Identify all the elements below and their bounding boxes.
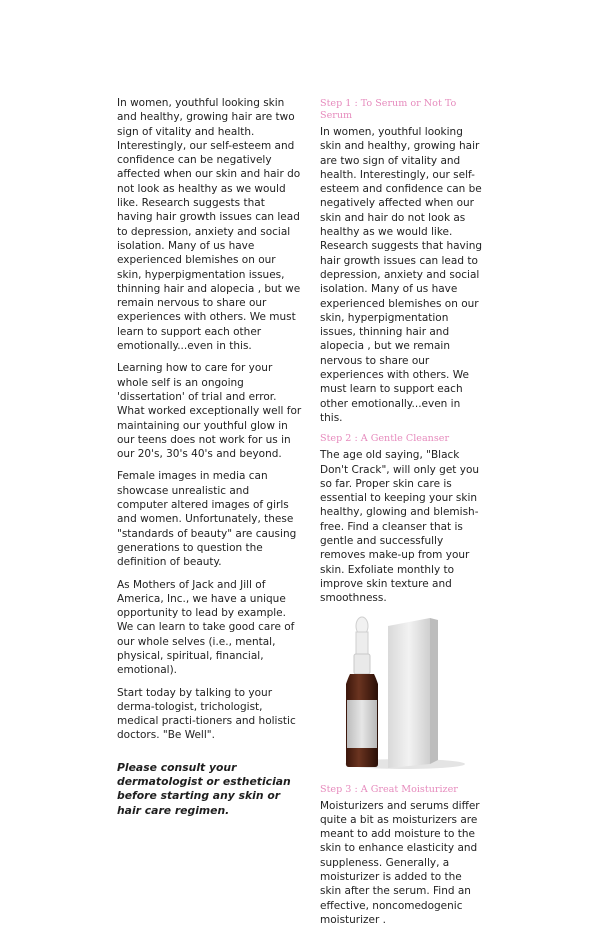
step3-text: Moisturizers and serums differ quite a bit as moisturizers are meant to add moisture to the skin to enhance elasticity and suppleness. Generally, a moisturizer is added to the skin after the serum. Find an effective, noncomedogenic moisturizer . <box>320 799 480 926</box>
step1-text: In women, youthful looking skin and healthy, growing hair are two sign of vitality and health. Interestingly, our self-esteem and confidence can be negatively affected when our skin and hair do not look as healthy as we would like. Research suggests that having hair growth issues can lead to depression, anxiety and social isolation. Many of us have experienced blemishes on our skin, hyperpigmentation issues, thinning hair and alopecia , but we remain nervous to share our experiences with others. We must learn to support each other emotionally...even in this. <box>320 126 483 424</box>
step3-heading: Step 3 : A Great Moisturizer <box>320 783 458 795</box>
serum-bottle-and-box-illustration <box>320 614 490 774</box>
self-care-paragraph: Learning how to care for your whole self is an ongoing 'dissertation' of trial and error. What worked exceptionally well for maintaining our youthful glow in our teens does not work for us in our 20's, 30's 40's and beyond. <box>117 362 302 461</box>
step2-text: The age old saying, "Black Don't Crack", will only get you so far. Proper skin care is essential to keeping your skin healthy, glowing and blemish-free. Find a cleanser that is gentle and successfully removes make-up from your skin. Exfoliate monthly to improve skin texture and smoothness. <box>320 449 480 605</box>
step1-heading: Step 1 : To Serum or Not To Serum <box>320 98 457 121</box>
right-column <box>320 96 486 935</box>
mothers-paragraph: As Mothers of Jack and Jill of America, Inc., we have a unique opportunity to lead by example. We can learn to take good care of our whole selves (i.e., mental, physical, spiritual, financial, emotional). <box>117 578 295 677</box>
intro-paragraph: In women, youthful looking skin and healthy, growing hair are two sign of vitality and health. Interestingly, our self-esteem and confidence can be negatively affected when our skin and hair do not look as healthy as we would like. Research suggests that having hair growth issues can lead to depression, anxiety and social isolation. Many of us have experienced blemishes on our skin, hyperpigmentation issues, thinning hair and alopecia , but we remain nervous to share our experiences with others. We must learn to support each other emotionally...even in this. <box>117 97 301 353</box>
media-paragraph: Female images in media can showcase unrealistic and computer altered images of girls and women. Unfortunately, these "standards of beauty" are causing generations to question the definition of beauty. <box>117 470 297 569</box>
serum-product-image <box>320 614 490 774</box>
left-column <box>117 96 303 826</box>
step2-heading: Step 2 : A Gentle Cleanser <box>320 433 450 445</box>
disclaimer-paragraph: Please consult your dermatologist or esthetician before starting any skin or hair care regimen. <box>117 760 291 817</box>
start-today-paragraph: Start today by talking to your derma-tologist, trichologist, medical practi-tioners and holistic doctors. "Be Well". <box>117 686 296 742</box>
